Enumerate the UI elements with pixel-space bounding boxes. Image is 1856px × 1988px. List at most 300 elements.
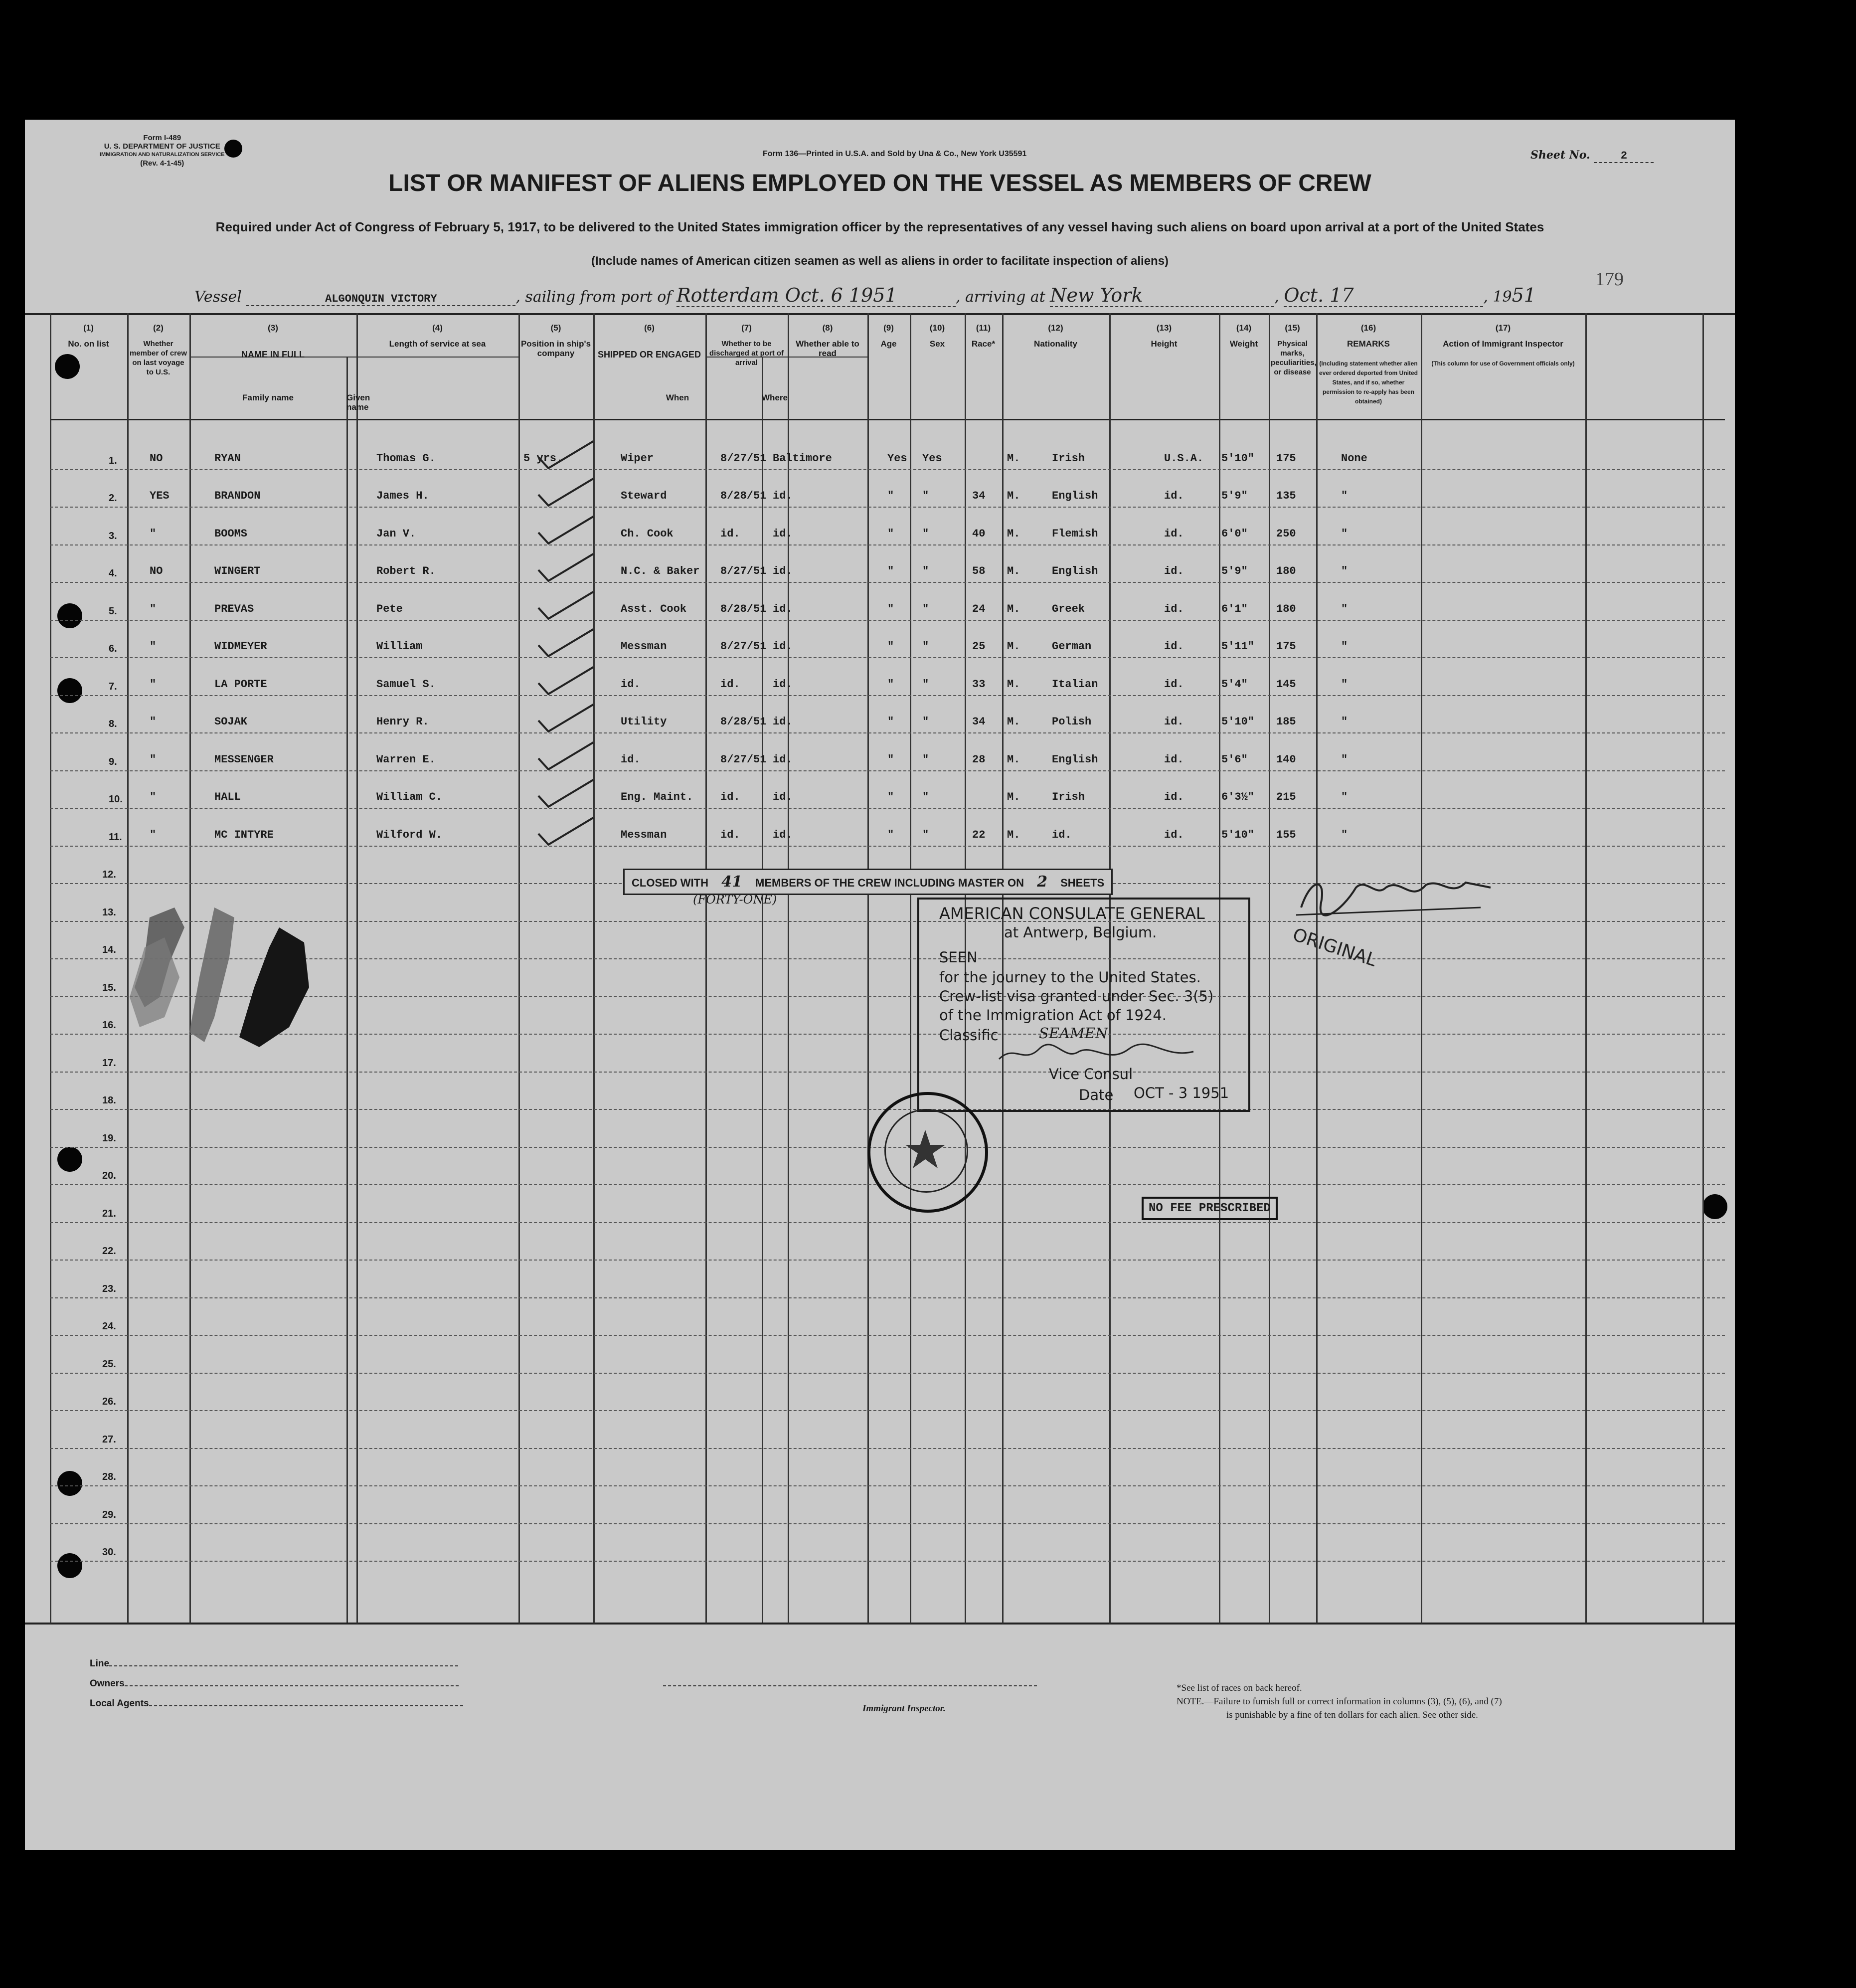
- crew-cell-sex: M.: [1007, 565, 1020, 577]
- crew-cell-read: Yes: [922, 452, 942, 465]
- row-rule: [50, 695, 1725, 696]
- crew-cell-sex: M.: [1007, 678, 1020, 691]
- crew-cell-height: 6'0": [1221, 527, 1248, 540]
- column-divider: [518, 313, 520, 1624]
- crew-cell-position: Utility: [621, 716, 667, 728]
- column-header: NAME IN FULL: [241, 350, 305, 360]
- column-number: (10): [929, 323, 945, 333]
- line-number: 7.: [109, 681, 117, 692]
- binder-hole: [57, 1471, 82, 1496]
- crew-cell-height: 6'3½": [1221, 791, 1255, 803]
- column-divider: [788, 313, 789, 1624]
- column-number: (14): [1236, 323, 1252, 333]
- line-number: 23.: [102, 1283, 116, 1294]
- crew-cell-when: id.: [720, 678, 740, 691]
- crew-cell-race: English: [1052, 753, 1098, 766]
- table-top-rule: [25, 313, 1735, 315]
- column-divider: [1702, 313, 1704, 1624]
- column-number: (11): [976, 323, 991, 333]
- crew-cell-marks: ": [1341, 828, 1348, 841]
- crew-cell-weight: 175: [1276, 452, 1296, 465]
- crew-cell-nationality: id.: [1164, 828, 1184, 841]
- crew-cell-family: LA PORTE: [214, 678, 267, 691]
- check-mark: [528, 663, 603, 698]
- row-rule: [50, 1373, 1725, 1374]
- column-divider: [867, 313, 869, 1624]
- column-subheader: Family name: [242, 393, 294, 402]
- crew-cell-when: 8/27/51: [720, 565, 767, 577]
- crew-cell-sex: M.: [1007, 490, 1020, 502]
- crew-cell-given: Henry R.: [376, 716, 429, 728]
- crew-cell-nationality: id.: [1164, 490, 1184, 502]
- immigrant-inspector-label: Immigrant Inspector.: [862, 1703, 946, 1714]
- crew-cell-read: ": [922, 753, 929, 766]
- check-mark: [528, 625, 603, 660]
- crew-cell-where: id.: [773, 828, 793, 841]
- table-bottom-rule: [25, 1623, 1735, 1625]
- crew-cell-discharged: ": [887, 527, 894, 540]
- crew-cell-weight: 180: [1276, 602, 1296, 615]
- crew-cell-nationality: id.: [1164, 527, 1184, 540]
- vessel-line: Vessel ALGONQUIN VICTORY , sailing from port of Rotterdam Oct. 6 1951 , arriving at New York , Oct. 17 , 1951: [194, 284, 1536, 306]
- column-number: (17): [1495, 323, 1511, 333]
- crew-cell-height: 5'11": [1221, 640, 1255, 653]
- crew-cell-marks: ": [1341, 602, 1348, 615]
- row-rule: [50, 808, 1725, 809]
- crew-cell-last-voyage: ": [150, 753, 157, 766]
- crew-cell-marks: ": [1341, 490, 1348, 502]
- line-field: Line: [90, 1658, 458, 1669]
- crew-cell-where: id.: [773, 527, 793, 540]
- crew-cell-position: id.: [621, 753, 641, 766]
- crew-cell-read: ": [922, 602, 929, 615]
- crew-cell-when: 8/27/51: [720, 452, 767, 465]
- line-number: 30.: [102, 1547, 116, 1558]
- binder-hole: [1702, 1194, 1727, 1219]
- line-number: 24.: [102, 1321, 116, 1332]
- original-stamp: ORIGINAL: [1290, 924, 1379, 971]
- crew-cell-given: Robert R.: [376, 565, 436, 577]
- crew-cell-when: 8/28/51: [720, 490, 767, 502]
- row-rule: [50, 544, 1725, 545]
- crew-cell-read: ": [922, 490, 929, 502]
- row-rule: [50, 469, 1725, 470]
- crew-cell-when: id.: [720, 791, 740, 803]
- column-number: (7): [741, 323, 752, 333]
- page-number: 179: [1595, 269, 1624, 290]
- column-divider: [1585, 313, 1587, 1624]
- row-rule: [50, 1297, 1725, 1298]
- column-number: (13): [1156, 323, 1172, 333]
- binder-hole: [57, 603, 82, 628]
- column-divider: [910, 313, 911, 1624]
- row-rule: [50, 732, 1725, 733]
- column-header: Whether member of crew on last voyage to U.S.: [129, 340, 187, 376]
- check-mark: [528, 513, 603, 547]
- crew-cell-read: ": [922, 791, 929, 803]
- crew-cell-discharged: ": [887, 490, 894, 502]
- crew-cell-race: Irish: [1052, 452, 1085, 465]
- crew-cell-read: ": [922, 678, 929, 691]
- crew-cell-where: id.: [773, 565, 793, 577]
- crew-cell-position: Messman: [621, 640, 667, 653]
- crew-cell-discharged: ": [887, 753, 894, 766]
- crew-cell-nationality: id.: [1164, 791, 1184, 803]
- line-number: 1.: [109, 455, 117, 466]
- row-rule: [50, 657, 1725, 658]
- crew-cell-given: Wilford W.: [376, 828, 443, 841]
- crew-cell-age: 24: [972, 602, 986, 615]
- document-subtitle: Required under Act of Congress of February 5, 1917, to be delivered to the United States immigration officer by the representatives of any vessel having such aliens on board upon arrival at a port of the United States: [215, 219, 1544, 234]
- crew-cell-marks: ": [1341, 640, 1348, 653]
- column-number: (9): [883, 323, 894, 333]
- crew-cell-last-voyage: NO: [150, 452, 163, 465]
- column-header: Position in ship's company: [520, 339, 591, 358]
- column-divider: [356, 313, 358, 1624]
- column-number: (1): [83, 323, 94, 333]
- consulate-visa-stamp: AMERICAN CONSULATE GENERAL at Antwerp, Belgium. SEEN for the journey to the United States. Crew-list visa granted under Sec. 3(5) of the Immigration Act of 1924. Classific SEAMEN Vice Consul Date OCT - 3 1951: [917, 898, 1250, 1112]
- line-number: 11.: [109, 831, 122, 843]
- local-agents-field: Local Agents: [90, 1698, 463, 1709]
- crew-cell-nationality: id.: [1164, 565, 1184, 577]
- binder-hole: [55, 354, 80, 379]
- manifest-sheet: [25, 120, 1735, 1850]
- crew-cell-age: 28: [972, 753, 986, 766]
- binder-hole: [57, 1147, 82, 1172]
- row-rule: [50, 1335, 1725, 1336]
- binder-hole: [57, 678, 82, 703]
- crew-cell-discharged: ": [887, 640, 894, 653]
- line-number: 19.: [102, 1132, 116, 1144]
- crew-cell-nationality: id.: [1164, 716, 1184, 728]
- crew-cell-age: 22: [972, 828, 986, 841]
- crew-cell-sex: M.: [1007, 753, 1020, 766]
- crew-cell-sex: M.: [1007, 452, 1020, 465]
- column-divider: [1316, 313, 1318, 1624]
- column-header: Age: [880, 339, 897, 349]
- crew-cell-height: 5'6": [1221, 753, 1248, 766]
- check-mark: [528, 776, 603, 811]
- check-mark: [528, 437, 603, 472]
- column-note: (Including statement whether alien ever ordered deported from United States, and if so, whether permission to re-apply has been obtained): [1319, 360, 1418, 405]
- crew-cell-nationality: id.: [1164, 640, 1184, 653]
- crew-cell-last-voyage: ": [150, 678, 157, 691]
- crew-cell-when: 8/27/51: [720, 753, 767, 766]
- crew-cell-weight: 140: [1276, 753, 1296, 766]
- crew-cell-marks: ": [1341, 678, 1348, 691]
- crew-cell-marks: ": [1341, 527, 1348, 540]
- crew-cell-where: Baltimore: [773, 452, 832, 465]
- column-number: (16): [1360, 323, 1376, 333]
- crew-cell-weight: 145: [1276, 678, 1296, 691]
- check-mark: [528, 814, 603, 849]
- crew-cell-when: id.: [720, 527, 740, 540]
- crew-cell-last-voyage: NO: [150, 565, 163, 577]
- crew-cell-weight: 215: [1276, 791, 1296, 803]
- crew-cell-where: id.: [773, 678, 793, 691]
- crew-cell-where: id.: [773, 640, 793, 653]
- crew-cell-position: Asst. Cook: [621, 602, 687, 615]
- crew-cell-read: ": [922, 565, 929, 577]
- column-subdivider: [346, 357, 348, 1623]
- crew-cell-given: Jan V.: [376, 527, 416, 540]
- row-rule: [50, 1410, 1725, 1411]
- crew-cell-position: N.C. & Baker: [621, 565, 700, 577]
- column-divider: [1269, 313, 1270, 1624]
- row-rule: [50, 1523, 1725, 1524]
- crew-cell-when: 8/27/51: [720, 640, 767, 653]
- crew-cell-where: id.: [773, 490, 793, 502]
- row-rule: [50, 1260, 1725, 1261]
- crew-cell-family: HALL: [214, 791, 241, 803]
- crew-cell-where: id.: [773, 791, 793, 803]
- crew-cell-given: Thomas G.: [376, 452, 436, 465]
- row-rule: [50, 1222, 1725, 1223]
- crew-cell-discharged: ": [887, 678, 894, 691]
- crew-cell-marks: ": [1341, 791, 1348, 803]
- line-number: 28.: [102, 1471, 116, 1482]
- crew-cell-height: 5'10": [1221, 452, 1255, 465]
- crew-cell-family: BRANDON: [214, 490, 261, 502]
- crew-cell-family: RYAN: [214, 452, 241, 465]
- crew-cell-height: 5'9": [1221, 565, 1248, 577]
- column-number: (3): [268, 323, 278, 333]
- crew-cell-nationality: U.S.A.: [1164, 452, 1204, 465]
- crew-cell-read: ": [922, 828, 929, 841]
- line-number: 13.: [102, 906, 116, 918]
- crew-cell-weight: 250: [1276, 527, 1296, 540]
- line-number: 10.: [109, 794, 123, 805]
- sheet-number: Sheet No. 2: [1530, 149, 1654, 163]
- column-header: Whether able to read: [796, 339, 859, 358]
- crew-cell-sex: M.: [1007, 828, 1020, 841]
- inspector-signature-line: [663, 1685, 1037, 1686]
- line-number: 14.: [102, 944, 116, 955]
- check-mark: [528, 738, 603, 773]
- line-number: 25.: [102, 1358, 116, 1370]
- crew-cell-when: 8/28/51: [720, 716, 767, 728]
- crew-cell-marks: ": [1341, 753, 1348, 766]
- column-header: Whether to be discharged at port of arrival: [709, 340, 784, 367]
- check-mark: [528, 701, 603, 735]
- crew-cell-position: id.: [621, 678, 641, 691]
- crew-cell-last-voyage: ": [150, 716, 157, 728]
- crew-cell-weight: 155: [1276, 828, 1296, 841]
- crew-cell-age: 33: [972, 678, 986, 691]
- line-number: 6.: [109, 643, 117, 654]
- crew-cell-marks: None: [1341, 452, 1367, 465]
- document-title: LIST OR MANIFEST OF ALIENS EMPLOYED ON THE VESSEL AS MEMBERS OF CREW: [388, 170, 1371, 196]
- check-mark: [528, 550, 603, 585]
- row-rule: [50, 582, 1725, 583]
- column-header: Length of service at sea: [389, 339, 486, 349]
- line-number: 29.: [102, 1509, 116, 1520]
- row-rule: [50, 620, 1725, 621]
- column-divider: [1421, 313, 1422, 1624]
- crew-cell-age: 25: [972, 640, 986, 653]
- crew-cell-family: PREVAS: [214, 602, 254, 615]
- line-number: 3.: [109, 530, 117, 542]
- crew-cell-race: Italian: [1052, 678, 1098, 691]
- column-subdivider: [762, 357, 763, 1623]
- crew-cell-given: William: [376, 640, 423, 653]
- crew-cell-sex: M.: [1007, 640, 1020, 653]
- crew-cell-age: 34: [972, 716, 986, 728]
- line-number: 26.: [102, 1396, 116, 1407]
- column-number: (2): [153, 323, 164, 333]
- column-header: SHIPPED OR ENGAGED: [597, 350, 701, 360]
- column-number: (6): [644, 323, 655, 333]
- line-number: 18.: [102, 1095, 116, 1106]
- crew-cell-height: 5'4": [1221, 678, 1248, 691]
- footnote: *See list of races on back hereof. NOTE.—Failure to furnish full or correct information in columns (3), (5), (6), and (7) is punishable by a fine of ten dollars for each alien. See other side.: [1177, 1683, 1502, 1720]
- column-divider: [593, 313, 595, 1624]
- line-number: 22.: [102, 1246, 116, 1257]
- column-divider: [705, 313, 707, 1624]
- table-header-rule: [50, 419, 1725, 420]
- line-number: 20.: [102, 1170, 116, 1181]
- printer-line: Form 136—Printed in U.S.A. and Sold by Una & Co., New York U35591: [763, 150, 1027, 158]
- crew-cell-last-voyage: ": [150, 640, 157, 653]
- crew-cell-height: 6'1": [1221, 602, 1248, 615]
- crew-cell-position: Eng. Maint.: [621, 791, 693, 803]
- crew-cell-given: Warren E.: [376, 753, 436, 766]
- owners-field: Owners: [90, 1678, 459, 1689]
- check-mark: [528, 588, 603, 623]
- crew-cell-discharged: ": [887, 791, 894, 803]
- crew-cell-height: 5'10": [1221, 716, 1255, 728]
- crew-cell-sex: M.: [1007, 602, 1020, 615]
- column-header: Weight: [1229, 339, 1258, 349]
- row-rule: [50, 1448, 1725, 1449]
- crew-cell-position: Wiper: [621, 452, 654, 465]
- column-header: Sex: [929, 339, 945, 349]
- crew-cell-read: ": [922, 640, 929, 653]
- crew-cell-nationality: id.: [1164, 678, 1184, 691]
- crew-cell-race: Flemish: [1052, 527, 1098, 540]
- crew-cell-marks: ": [1341, 716, 1348, 728]
- crew-cell-discharged: ": [887, 828, 894, 841]
- crew-cell-last-voyage: ": [150, 791, 157, 803]
- line-number: 5.: [109, 605, 117, 617]
- column-header: Race*: [971, 339, 996, 349]
- line-number: 4.: [109, 568, 117, 579]
- column-subheader: When: [666, 393, 689, 402]
- column-header: Height: [1151, 339, 1178, 349]
- line-number: 12.: [102, 869, 116, 880]
- crew-cell-race: English: [1052, 490, 1098, 502]
- line-number: 2.: [109, 493, 117, 504]
- crew-cell-when: id.: [720, 828, 740, 841]
- crew-cell-where: id.: [773, 602, 793, 615]
- crew-cell-family: MESSENGER: [214, 753, 274, 766]
- column-divider: [50, 313, 51, 1624]
- crew-cell-given: Pete: [376, 602, 403, 615]
- crew-cell-family: SOJAK: [214, 716, 248, 728]
- crew-cell-service: 5 yrs.: [523, 452, 563, 465]
- column-number: (15): [1285, 323, 1300, 333]
- crew-cell-age: 40: [972, 527, 986, 540]
- crew-cell-marks: ": [1341, 565, 1348, 577]
- binder-hole: [224, 140, 242, 158]
- row-rule: [50, 1561, 1725, 1562]
- binder-hole: [57, 1553, 82, 1578]
- crew-cell-position: Ch. Cook: [621, 527, 674, 540]
- row-rule: [50, 507, 1725, 508]
- crew-cell-given: James H.: [376, 490, 429, 502]
- column-number: (8): [822, 323, 833, 333]
- line-number: 8.: [109, 719, 117, 729]
- column-header: Action of Immigrant Inspector: [1443, 339, 1563, 349]
- column-number: (4): [432, 323, 443, 333]
- subtitle-note: (Include names of American citizen seamen as well as aliens in order to facilitate inspection of aliens): [591, 254, 1169, 268]
- column-header: Physical marks, peculiarities, or disease: [1271, 340, 1317, 376]
- line-number: 21.: [102, 1208, 116, 1219]
- form-identifier: Form I-489 U. S. DEPARTMENT OF JUSTICE IMMIGRATION AND NATURALIZATION SERVICE (Rev. 4-1-45): [100, 134, 225, 168]
- count-in-words: (FORTY-ONE): [693, 893, 777, 906]
- crew-cell-sex: M.: [1007, 791, 1020, 803]
- crew-cell-race: Greek: [1052, 602, 1085, 615]
- row-rule: [50, 770, 1725, 771]
- crew-cell-weight: 185: [1276, 716, 1296, 728]
- column-number: (12): [1048, 323, 1063, 333]
- line-number: 15.: [102, 982, 116, 993]
- crew-cell-height: 5'9": [1221, 490, 1248, 502]
- line-number: 9.: [109, 756, 117, 767]
- crew-cell-last-voyage: YES: [150, 490, 169, 502]
- crew-cell-position: Messman: [621, 828, 667, 841]
- crew-cell-family: MC INTYRE: [214, 828, 274, 841]
- closed-count-box: CLOSED WITH 41 MEMBERS OF THE CREW INCLUDING MASTER ON 2 SHEETS: [623, 869, 1113, 895]
- column-header: REMARKS: [1347, 339, 1390, 349]
- crew-cell-last-voyage: ": [150, 828, 157, 841]
- row-rule: [50, 1485, 1725, 1486]
- crew-cell-discharged: ": [887, 716, 894, 728]
- crew-cell-last-voyage: ": [150, 527, 157, 540]
- crew-cell-race: German: [1052, 640, 1092, 653]
- crew-cell-age: 58: [972, 565, 986, 577]
- crew-cell-nationality: id.: [1164, 753, 1184, 766]
- crew-cell-race: id.: [1052, 828, 1072, 841]
- crew-cell-where: id.: [773, 753, 793, 766]
- crew-cell-weight: 135: [1276, 490, 1296, 502]
- crew-cell-weight: 180: [1276, 565, 1296, 577]
- crew-cell-given: William C.: [376, 791, 443, 803]
- column-subheader: Given name: [346, 393, 370, 412]
- crew-cell-sex: M.: [1007, 527, 1020, 540]
- row-rule: [50, 846, 1725, 847]
- wax-seal-marks: [115, 888, 334, 1087]
- crew-cell-family: BOOMS: [214, 527, 248, 540]
- crew-cell-race: English: [1052, 565, 1098, 577]
- column-header: No. on list: [68, 339, 109, 349]
- crew-cell-discharged: ": [887, 565, 894, 577]
- crew-cell-race: Polish: [1052, 716, 1092, 728]
- line-number: 17.: [102, 1057, 116, 1069]
- crew-cell-weight: 175: [1276, 640, 1296, 653]
- line-number: 16.: [102, 1020, 116, 1031]
- column-subheader: Where: [762, 393, 788, 402]
- crew-cell-race: Irish: [1052, 791, 1085, 803]
- column-note: (This column for use of Government officials only): [1431, 360, 1575, 367]
- crew-cell-family: WIDMEYER: [214, 640, 267, 653]
- crew-cell-age: 34: [972, 490, 986, 502]
- crew-cell-when: 8/28/51: [720, 602, 767, 615]
- column-header: Nationality: [1034, 339, 1077, 349]
- crew-cell-last-voyage: ": [150, 602, 157, 615]
- consulate-seal: [867, 1092, 988, 1213]
- crew-cell-nationality: id.: [1164, 602, 1184, 615]
